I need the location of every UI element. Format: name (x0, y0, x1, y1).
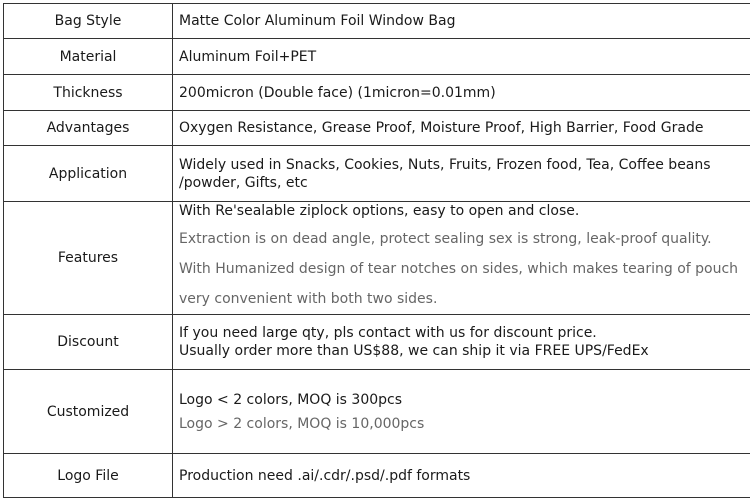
row-value-application (173, 146, 750, 202)
row-value-features (173, 202, 750, 315)
logo-file-text: Production need .ai/.cdr/.psd/.pdf formats (179, 467, 750, 485)
table-row-material (4, 39, 750, 75)
row-value-logo-file (173, 454, 750, 498)
row-label-customized: Customized (4, 370, 173, 454)
table-row-thickness (4, 75, 750, 111)
row-label-thickness: Thickness (4, 75, 173, 111)
customized-line-1: Logo < 2 colors, MOQ is 300pcs (179, 388, 750, 412)
thickness-text: 200micron (Double face) (1micron=0.01mm) (179, 84, 750, 102)
table-row-logo-file (4, 454, 750, 498)
features-line-1: With Re'sealable ziplock options, easy to open and close. (179, 202, 750, 220)
table-row-features (4, 202, 750, 315)
product-spec-table (3, 3, 750, 498)
row-value-bag-style (173, 4, 750, 39)
row-value-discount (173, 315, 750, 370)
row-label-material: Material (4, 39, 173, 75)
features-line-3: With Humanized design of tear notches on sides, which makes tearing of pouch (179, 254, 750, 284)
bag-style-text: Matte Color Aluminum Foil Window Bag (179, 12, 750, 30)
table-row-advantages (4, 111, 750, 146)
row-value-thickness (173, 75, 750, 111)
row-value-material (173, 39, 750, 75)
row-label-logo-file: Logo File (4, 454, 173, 498)
discount-line-2: Usually order more than US$88, we can ship it via FREE UPS/FedEx (179, 342, 750, 360)
features-line-4: very convenient with both two sides. (179, 284, 750, 314)
customized-line-2: Logo > 2 colors, MOQ is 10,000pcs (179, 412, 750, 436)
table-row-application (4, 146, 750, 202)
row-label-application: Application (4, 146, 173, 202)
application-line-1: Widely used in Snacks, Cookies, Nuts, Fruits, Frozen food, Tea, Coffee beans (179, 156, 750, 174)
material-text: Aluminum Foil+PET (179, 48, 750, 66)
row-value-advantages (173, 111, 750, 146)
table-row-discount (4, 315, 750, 370)
row-label-advantages: Advantages (4, 111, 173, 146)
discount-line-1: If you need large qty, pls contact with us for discount price. (179, 324, 750, 342)
advantages-text: Oxygen Resistance, Grease Proof, Moisture Proof, High Barrier, Food Grade (179, 119, 750, 137)
application-line-2: /powder, Gifts, etc (179, 174, 750, 192)
features-line-2: Extraction is on dead angle, protect sealing sex is strong, leak-proof quality. (179, 224, 750, 254)
row-label-discount: Discount (4, 315, 173, 370)
row-label-bag-style: Bag Style (4, 4, 173, 39)
table-row-bag-style (4, 4, 750, 39)
table-row-customized (4, 370, 750, 454)
row-value-customized (173, 370, 750, 454)
row-label-features: Features (4, 202, 173, 315)
